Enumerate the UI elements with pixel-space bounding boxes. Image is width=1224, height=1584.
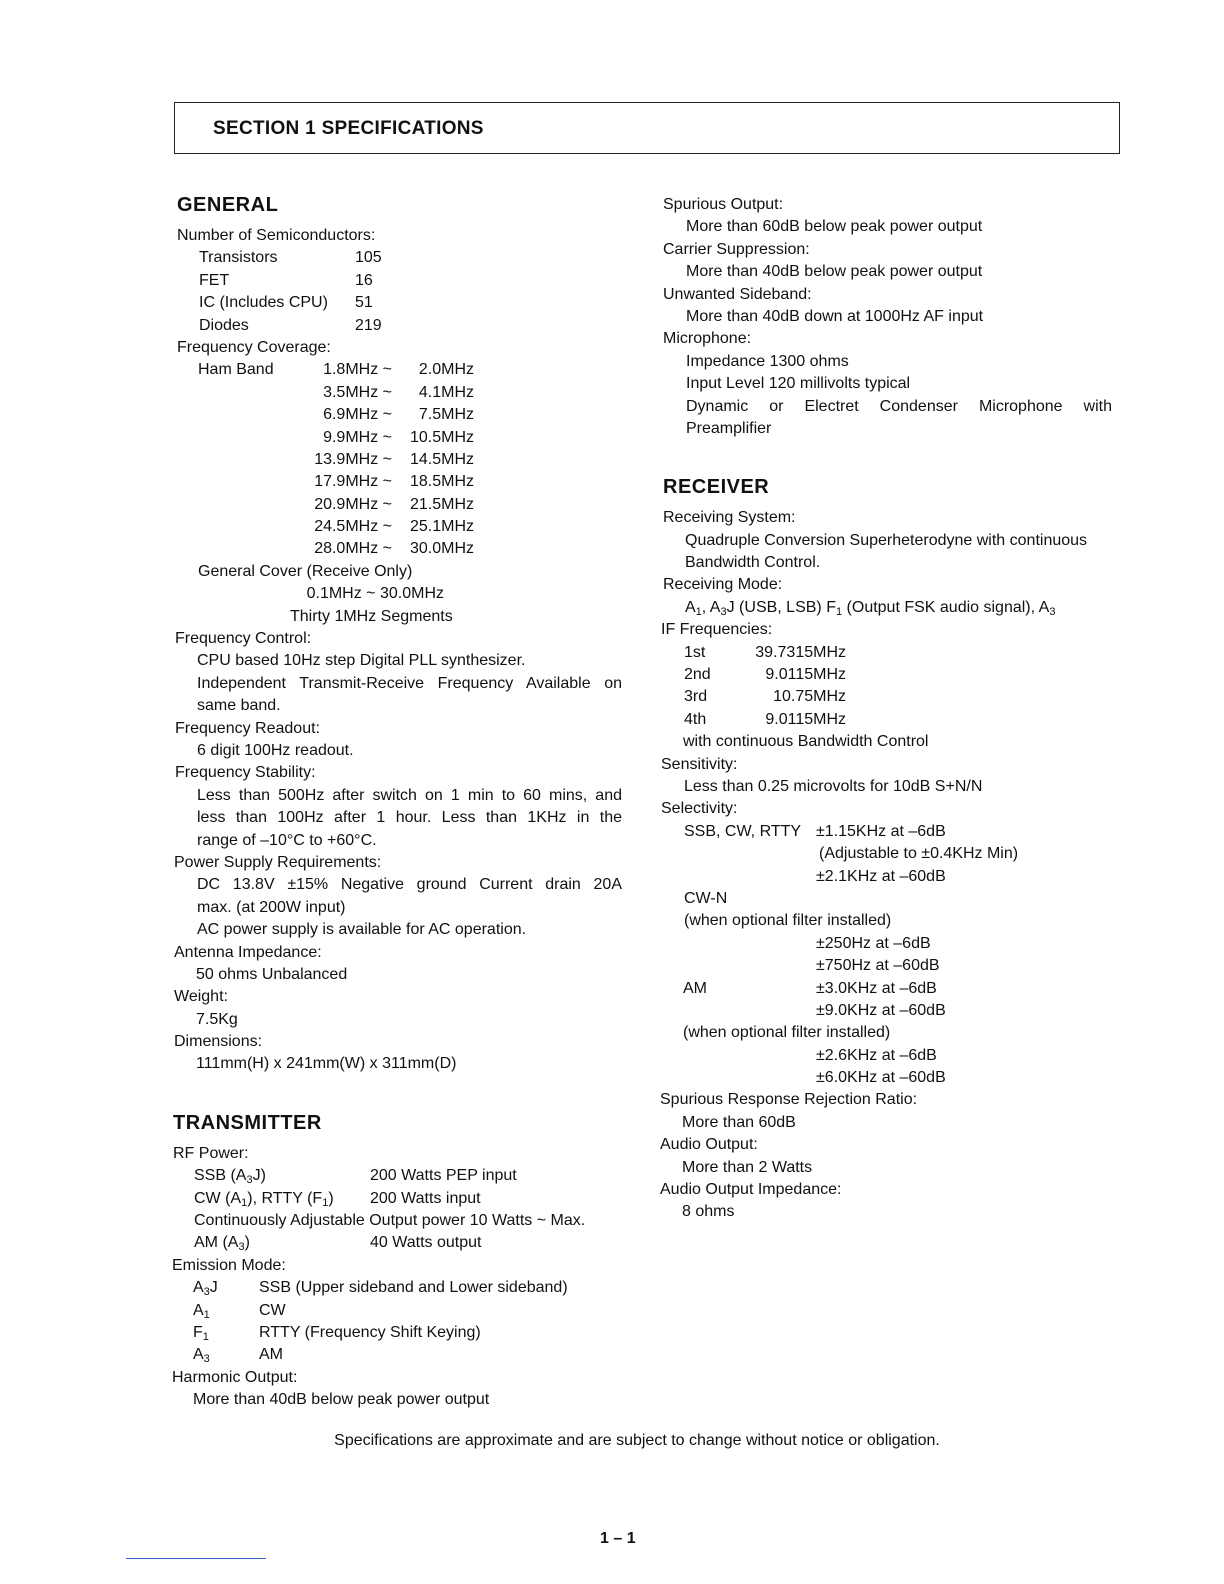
left-column xyxy=(172,194,622,1412)
stability-line-3: range of –10°C to +60°C. xyxy=(197,831,377,849)
if-note: with continuous Bandwidth Control xyxy=(683,733,929,751)
emission-row xyxy=(172,1277,622,1299)
spurious-out-value: More than 60dB below peak power output xyxy=(686,218,983,236)
sel-am-2: ±9.0KHz at –60dB xyxy=(816,1001,946,1019)
antenna-label: Antenna Impedance: xyxy=(174,943,322,961)
rf-am-row: AM $(A_3)$ 40 Watts output xyxy=(194,1234,482,1254)
power-line-3: AC power supply is available for AC operation. xyxy=(197,921,527,939)
harmonic-value: More than 40dB below peak power output xyxy=(193,1391,490,1409)
semiconductor-count: 16 xyxy=(355,271,373,289)
if-list xyxy=(660,642,1112,732)
ham-band-row xyxy=(172,494,622,516)
sensitivity-label: Sensitivity: xyxy=(661,755,738,773)
rf-adjust: Continuously Adjustable Output power 10 Watts ~ Max. xyxy=(194,1212,586,1230)
control-line-1: CPU based 10Hz step Digital PLL synthesizer. xyxy=(197,652,526,670)
ham-band-high: 18.5MHz xyxy=(409,473,474,491)
ham-band-row xyxy=(172,538,622,560)
system-line-1: Quadruple Conversion Superheterodyne with continuous xyxy=(685,531,1088,549)
semiconductor-name: Diodes xyxy=(199,316,249,334)
emission-list xyxy=(172,1277,622,1367)
audio-label: Audio Output: xyxy=(660,1136,758,1154)
sel-am-1: ±3.0KHz at –6dB xyxy=(816,979,937,997)
ham-band-high: 4.1MHz xyxy=(418,383,474,401)
emission-desc: CW xyxy=(259,1301,286,1319)
rx-spurious-value: More than 60dB xyxy=(682,1113,796,1131)
semiconductor-count: 219 xyxy=(355,316,382,334)
ham-band-high: 25.1MHz xyxy=(409,518,474,536)
emission-label: Emission Mode: xyxy=(172,1256,286,1274)
dimensions-value: 111mm(H) x 241mm(W) x 311mm(D) xyxy=(196,1055,457,1073)
if-freq: 39.7315MHz xyxy=(755,643,846,661)
carrier-label: Carrier Suppression: xyxy=(663,240,810,258)
right-column xyxy=(660,194,1112,1224)
general-heading: GENERAL xyxy=(177,194,279,216)
ham-band-low: 1.8MHz ~ xyxy=(323,361,392,379)
general-cover-label: General Cover (Receive Only) xyxy=(198,562,413,580)
system-line-2: Bandwidth Control. xyxy=(685,554,821,572)
if-stage: 4th xyxy=(684,710,707,728)
sel-am-note: (when optional filter installed) xyxy=(683,1024,891,1042)
ham-band-high: 10.5MHz xyxy=(409,428,474,446)
semiconductor-row xyxy=(172,247,622,269)
ham-band-row xyxy=(172,382,622,404)
emission-desc: RTTY (Frequency Shift Keying) xyxy=(259,1323,481,1341)
if-row xyxy=(660,642,1112,664)
emission-code: $F_1$ xyxy=(193,1323,209,1343)
sel-am-label: AM xyxy=(683,979,707,997)
if-stage: 1st xyxy=(684,643,706,661)
carrier-value: More than 40dB below peak power output xyxy=(686,263,983,281)
sel-am-3: ±2.6KHz at –6dB xyxy=(816,1046,937,1064)
footer-note: Specifications are approximate and are subject to change without notice or obligation. xyxy=(334,1432,940,1449)
emission-desc: SSB (Upper sideband and Lower sideband) xyxy=(259,1279,568,1297)
sel-cwn-2: ±750Hz at –60dB xyxy=(816,957,940,975)
spurious-out-label: Spurious Output: xyxy=(663,196,784,213)
mic-line-3: Dynamic or Electret Condenser Microphone with xyxy=(686,397,1112,415)
ham-band-label: Ham Band xyxy=(198,361,274,379)
power-label: Power Supply Requirements: xyxy=(174,853,382,871)
impedance-label: Audio Output Impedance: xyxy=(660,1181,842,1199)
receiver-heading: RECEIVER xyxy=(663,476,770,499)
ham-band-low: 6.9MHz ~ xyxy=(323,406,392,424)
rx-spurious-label: Spurious Response Rejection Ratio: xyxy=(660,1091,918,1109)
rf-ssb-row: SSB $(A_3J)$ 200 Watts PEP input xyxy=(194,1167,517,1187)
rf-am-value: 40 Watts output xyxy=(370,1234,482,1252)
selectivity-label: Selectivity: xyxy=(661,800,738,818)
ham-band-low: 3.5MHz ~ xyxy=(323,383,392,401)
emission-row xyxy=(172,1300,622,1322)
ham-band-row xyxy=(172,427,622,449)
rf-power-label: RF Power: xyxy=(173,1144,249,1162)
emission-code: $A_3J$ xyxy=(193,1279,218,1299)
readout-label: Frequency Readout: xyxy=(175,719,320,737)
stability-line-2: less than 100Hz after 1 hour. Less than 1KHz in the xyxy=(197,809,622,827)
ham-band-low: 13.9MHz ~ xyxy=(314,450,392,468)
emission-desc: AM xyxy=(259,1346,283,1364)
impedance-value: 8 ohms xyxy=(682,1203,735,1221)
sel-cwn-label: CW-N xyxy=(684,889,728,907)
ham-band-high: 7.5MHz xyxy=(418,406,474,424)
semiconductors-label: Number of Semiconductors: xyxy=(177,227,376,244)
sel-ssb-label: SSB, CW, RTTY xyxy=(684,822,802,840)
rf-cw-value: 200 Watts input xyxy=(370,1189,481,1207)
if-row xyxy=(660,709,1112,731)
semiconductor-name: FET xyxy=(199,271,230,289)
ham-band-low: 20.9MHz ~ xyxy=(314,495,392,513)
readout-value: 6 digit 100Hz readout. xyxy=(197,741,354,759)
ham-band-high: 30.0MHz xyxy=(409,540,474,558)
transmitter-heading: TRANSMITTER xyxy=(173,1111,322,1134)
system-label: Receiving System: xyxy=(663,509,796,527)
harmonic-label: Harmonic Output: xyxy=(172,1368,298,1386)
bottom-rule xyxy=(126,1558,266,1559)
mic-label: Microphone: xyxy=(663,330,752,348)
section-title-box xyxy=(174,102,1120,154)
if-freq: 9.0115MHz xyxy=(765,666,846,684)
weight-label: Weight: xyxy=(174,988,228,1006)
if-freq: 9.0115MHz xyxy=(765,710,846,728)
emission-row xyxy=(172,1344,622,1366)
emission-row xyxy=(172,1322,622,1344)
ham-band-row xyxy=(172,471,622,493)
ham-band-low: 17.9MHz ~ xyxy=(314,473,392,491)
audio-value: More than 2 Watts xyxy=(682,1158,813,1176)
emission-code: $A_1$ xyxy=(193,1301,210,1321)
sel-ssb-3: ±2.1KHz at –60dB xyxy=(816,867,946,885)
ham-band-high: 2.0MHz xyxy=(418,361,474,379)
rf-cw-row: CW $(A_1)$, RTTY $(F_1)$ 200 Watts input xyxy=(194,1189,481,1209)
sel-cwn-note: (when optional filter installed) xyxy=(684,912,892,930)
semiconductor-row xyxy=(172,270,622,292)
semiconductor-list xyxy=(172,247,622,337)
mic-line-4: Preamplifier xyxy=(686,419,772,437)
semiconductor-row xyxy=(172,315,622,337)
ham-band-row xyxy=(172,516,622,538)
general-cover-segments: Thirty 1MHz Segments xyxy=(290,607,453,625)
ham-band-low: 28.0MHz ~ xyxy=(314,540,392,558)
ham-band-high: 21.5MHz xyxy=(409,495,474,513)
sideband-value: More than 40dB down at 1000Hz AF input xyxy=(686,307,984,325)
emission-code: $A_3$ xyxy=(193,1346,210,1366)
control-label: Frequency Control: xyxy=(175,630,312,648)
stability-line-1: Less than 500Hz after switch on 1 min to 60 mins, and xyxy=(197,786,622,804)
ham-band-list xyxy=(172,359,622,561)
mode-value: $A_1$, $A_3J$ (USB, LSB) $F_1$ (Output FSK audio signal), $A_3$ xyxy=(685,598,1056,618)
power-line-1: DC 13.8V ±15% Negative ground Current drain 20A xyxy=(197,876,622,894)
sideband-label: Unwanted Sideband: xyxy=(663,285,812,303)
semiconductor-row xyxy=(172,292,622,314)
sel-ssb-2: (Adjustable to ±0.4KHz Min) xyxy=(819,845,1019,863)
if-stage: 3rd xyxy=(684,688,708,706)
dimensions-label: Dimensions: xyxy=(174,1033,263,1051)
page-number: 1 – 1 xyxy=(600,1530,636,1547)
weight-value: 7.5Kg xyxy=(196,1010,238,1028)
coverage-label: Frequency Coverage: xyxy=(177,338,331,356)
ham-band-low: 9.9MHz ~ xyxy=(323,428,392,446)
semiconductor-count: 51 xyxy=(355,294,373,312)
mic-line-2: Input Level 120 millivolts typical xyxy=(686,375,911,393)
ham-band-low: 24.5MHz ~ xyxy=(314,518,392,536)
if-row xyxy=(660,664,1112,686)
mode-label: Receiving Mode: xyxy=(663,576,783,594)
section-title: SECTION 1 SPECIFICATIONS xyxy=(213,118,484,139)
sel-cwn-1: ±250Hz at –6dB xyxy=(816,934,931,952)
ham-band-row xyxy=(172,359,622,381)
general-cover-range: 0.1MHz ~ 30.0MHz xyxy=(306,585,444,603)
mic-line-1: Impedance 1300 ohms xyxy=(686,352,849,370)
semiconductor-count: 105 xyxy=(355,249,382,267)
sel-am-4: ±6.0KHz at –60dB xyxy=(816,1069,946,1087)
rf-ssb-value: 200 Watts PEP input xyxy=(370,1167,517,1185)
ham-band-row xyxy=(172,404,622,426)
semiconductor-name: Transistors xyxy=(199,249,278,267)
control-line-2: Independent Transmit-Receive Frequency Available on xyxy=(197,674,622,692)
semiconductor-name: IC (Includes CPU) xyxy=(199,294,328,312)
if-stage: 2nd xyxy=(684,666,711,684)
ham-band-high: 14.5MHz xyxy=(409,450,474,468)
sensitivity-value: Less than 0.25 microvolts for 10dB S+N/N xyxy=(684,777,983,795)
if-label: IF Frequencies: xyxy=(661,621,773,639)
sel-ssb-1: ±1.15KHz at –6dB xyxy=(816,822,946,840)
stability-label: Frequency Stability: xyxy=(175,764,316,782)
antenna-value: 50 ohms Unbalanced xyxy=(196,965,348,983)
power-line-2: max. (at 200W input) xyxy=(197,898,346,916)
ham-band-row xyxy=(172,449,622,471)
if-row xyxy=(660,686,1112,708)
if-freq: 10.75MHz xyxy=(773,688,846,706)
control-line-3: same band. xyxy=(197,697,281,715)
